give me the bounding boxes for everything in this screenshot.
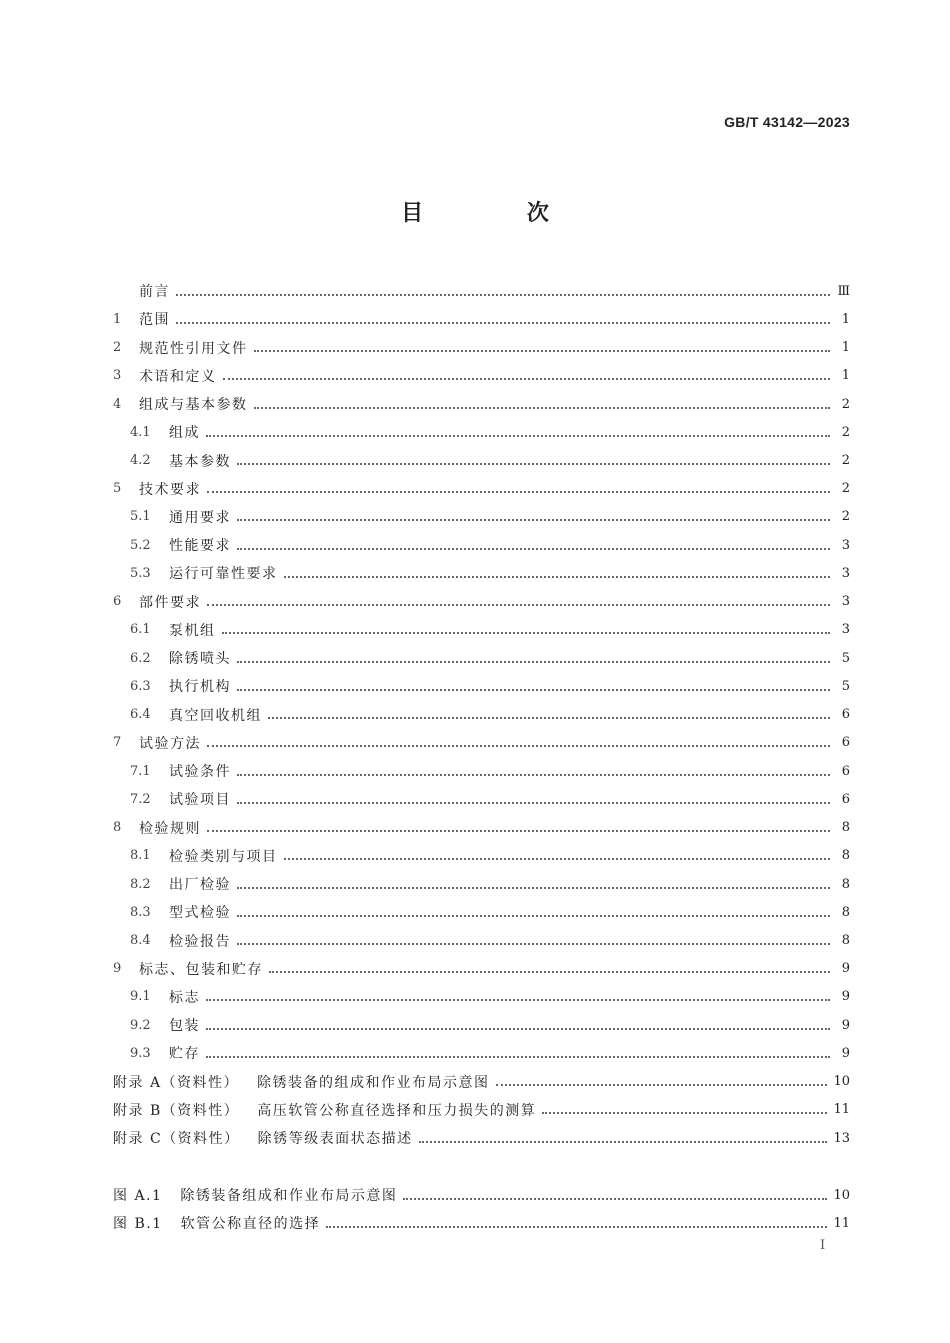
dot-leader [254,406,831,409]
entry-number: 8.4 [130,933,151,948]
entry-title: 试验项目 [169,792,231,809]
dot-leader [207,744,830,747]
toc-entry[interactable] [113,701,850,729]
entry-number: 3 [113,368,122,384]
toc-entry[interactable] [113,446,850,474]
entry-number: 5.2 [130,537,151,553]
entry-label: 图 B.1 [113,1216,163,1233]
toc-entry[interactable] [113,305,850,333]
entry-number: 6.3 [130,678,151,694]
toc-entry[interactable] [113,616,850,644]
entry-page: 9 [841,1017,850,1033]
toc-entry[interactable] [113,955,850,983]
entry-page: 8 [841,933,850,948]
entry-title: 组成 [169,425,200,442]
toc-entry[interactable] [113,813,850,841]
entry-page: 8 [841,904,850,920]
entry-page: 3 [841,565,850,581]
entry-title: 型式检验 [169,905,231,922]
dot-leader [254,349,831,352]
dot-leader [237,801,830,804]
toc-entry[interactable] [113,870,850,898]
dot-leader [237,688,830,691]
toc-entry[interactable] [113,418,850,446]
toc-entry[interactable] [113,757,850,785]
dot-leader [269,970,830,973]
toc-entry[interactable] [113,588,850,616]
toc-entry[interactable] [113,559,850,587]
entry-title: 检验报告 [169,933,231,950]
dot-leader [176,321,830,324]
entry-page: 9 [841,961,850,977]
toc-entry[interactable] [113,983,850,1011]
entry-page: 6 [841,707,850,723]
entry-page: 6 [841,791,850,807]
entry-number: 6 [113,594,122,610]
entry-title: 执行机构 [169,679,231,696]
toc-entry[interactable] [113,277,850,305]
dot-leader [206,434,830,437]
toc-title: 目 次 [401,201,597,226]
entry-title: 泵机组 [169,622,216,639]
entry-page: 8 [841,820,850,836]
dot-leader [206,998,830,1001]
entry-title: 软管公称直径的选择 [180,1216,321,1233]
entry-number: 9.1 [130,989,151,1005]
entry-title: 性能要求 [169,538,231,555]
dot-leader [237,942,830,945]
entry-title: 规范性引用文件 [139,340,248,357]
dot-leader [237,914,830,917]
entry-number: 8.2 [130,876,151,892]
entry-title: 试验方法 [139,735,201,752]
figure-entry[interactable] [113,1209,850,1237]
entry-page: 6 [841,735,850,751]
entry-title: 范围 [139,312,170,329]
dot-leader [284,575,831,578]
entry-title: 高压软管公称直径选择和压力损失的测算 [257,1102,537,1119]
toc-entry[interactable] [113,503,850,531]
entry-number: 4.1 [130,424,151,440]
entry-page: 10 [833,1074,850,1090]
entry-number: 4.2 [130,453,151,469]
toc-entry[interactable] [113,1011,850,1039]
entry-page: 1 [841,311,850,327]
entry-label: 图 A.1 [113,1188,163,1205]
entry-title: 技术要求 [139,481,201,498]
dot-leader [237,886,830,889]
entry-page: 11 [833,1215,850,1231]
entry-label: 附录 A（资料性） [113,1074,240,1091]
dot-leader [223,377,831,380]
entry-title: 出厂检验 [169,877,231,894]
dot-leader [206,1027,830,1030]
toc-entry[interactable] [113,362,850,390]
entry-title: 标志、包装和贮存 [139,961,263,978]
toc-entry[interactable] [113,644,850,672]
entry-page: 2 [841,396,850,412]
entry-title: 除锈等级表面状态描述 [257,1131,413,1148]
toc-entry[interactable] [113,842,850,870]
entry-number: 9.2 [130,1017,151,1033]
entry-number: 8 [113,820,122,836]
toc-entry[interactable] [113,1039,850,1067]
entry-page: 3 [841,594,850,610]
entry-page: Ⅲ [837,283,850,299]
entry-number: 5.3 [130,565,151,581]
toc-entry[interactable] [113,729,850,757]
entry-page: 1 [841,368,850,384]
dot-leader [237,660,830,663]
toc-entry[interactable] [113,333,850,361]
entry-page: 11 [833,1102,850,1118]
entry-page: 1 [841,340,850,356]
entry-page: 3 [841,622,850,638]
entry-page: 9 [841,1045,850,1061]
entry-number: 2 [113,340,122,356]
entry-number: 6.2 [130,650,151,666]
dot-leader [403,1197,827,1200]
entry-title: 术语和定义 [139,368,217,385]
entry-page: 2 [841,509,850,525]
entry-page: 2 [841,481,850,497]
entry-title: 真空回收机组 [169,707,262,724]
entry-page: 9 [841,989,850,1005]
entry-page: 13 [833,1130,850,1146]
toc-entry[interactable] [113,1096,850,1124]
toc-entry[interactable] [113,1124,850,1152]
entry-title: 通用要求 [169,509,231,526]
entry-title: 包装 [169,1018,200,1035]
entry-title: 标志 [169,989,200,1006]
entry-page: 2 [841,453,850,469]
entry-number: 5.1 [130,509,151,525]
entry-page: 8 [841,848,850,864]
dot-leader [237,518,830,521]
page-number: I [820,1238,826,1253]
entry-title: 检验类别与项目 [169,848,278,865]
entry-number: 6.4 [130,707,151,723]
dot-leader [326,1225,827,1228]
entry-page: 3 [841,537,850,553]
toc-entry[interactable] [113,672,850,700]
entry-title: 检验规则 [139,820,201,837]
dot-leader [496,1083,828,1086]
dot-leader [237,462,830,465]
entry-title: 组成与基本参数 [139,397,248,414]
dot-leader [176,293,830,296]
dot-leader [237,547,830,550]
entry-title: 部件要求 [139,594,201,611]
toc-entry[interactable] [113,1068,850,1096]
entry-number: 8.3 [130,904,151,920]
entry-page: 8 [841,876,850,892]
entry-number: 5 [113,481,122,497]
entry-title: 前言 [139,284,170,301]
entry-title: 运行可靠性要求 [169,566,278,583]
figure-list [113,1181,850,1237]
dot-leader [207,490,830,493]
entry-title: 除锈装备的组成和作业布局示意图 [257,1074,490,1091]
dot-leader [268,716,830,719]
toc-entry[interactable] [113,475,850,503]
dot-leader [419,1140,828,1143]
entry-number: 7.2 [130,791,151,807]
dot-leader [237,773,830,776]
entry-label: 附录 B（资料性） [113,1102,240,1119]
entry-number: 9.3 [130,1045,151,1061]
entry-number: 7 [113,735,122,751]
dot-leader [207,829,830,832]
toc-entry[interactable] [113,531,850,559]
entry-page: 10 [833,1187,850,1203]
toc-entry[interactable] [113,785,850,813]
figure-entry[interactable] [113,1181,850,1209]
toc-entry[interactable] [113,898,850,926]
dot-leader [284,857,831,860]
entry-page: 2 [841,424,850,440]
entry-number: 7.1 [130,763,151,779]
entry-number: 9 [113,961,122,977]
dot-leader [222,631,831,634]
entry-page: 5 [841,650,850,666]
entry-number: 6.1 [130,622,151,638]
entry-title: 除锈装备组成和作业布局示意图 [180,1188,398,1205]
dot-leader [542,1111,827,1114]
entry-title: 基本参数 [169,453,231,470]
entry-title: 除锈喷头 [169,651,231,668]
entry-number: 4 [113,396,122,412]
dot-leader [207,603,830,606]
entry-number: 8.1 [130,848,151,864]
standard-code: GB/T 43142—2023 [724,114,850,130]
entry-number: 1 [113,311,122,327]
entry-page: 5 [841,678,850,694]
toc-entry[interactable] [113,926,850,954]
table-of-contents [113,277,850,1152]
dot-leader [206,1055,830,1058]
toc-entry[interactable] [113,390,850,418]
entry-page: 6 [841,763,850,779]
entry-title: 试验条件 [169,764,231,781]
entry-label: 附录 C（资料性） [113,1131,240,1148]
entry-title: 贮存 [169,1046,200,1063]
